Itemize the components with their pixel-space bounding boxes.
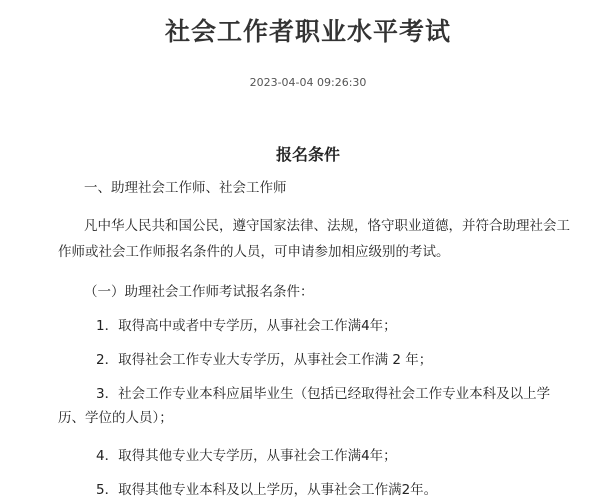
list-item: 3．社会工作专业本科应届毕业生（包括已经取得社会工作专业本科及以上学 [96,386,551,402]
sub1-heading: （一）助理社会工作师考试报名条件： [84,284,314,300]
list-item: 4．取得其他专业大专学历，从事社会工作满4年； [96,448,397,464]
intro-line-1: 凡中华人民共和国公民，遵守国家法律、法规，恪守职业道德，并符合助理社会工 [84,218,570,234]
list-item-continuation: 历、学位的人员）； [58,410,173,426]
section-heading: 报名条件 [275,145,340,164]
publish-timestamp: 2023-04-04 09:26:30 [249,76,367,89]
part1-heading: 一、助理社会工作师、社会工作师 [84,180,287,196]
list-item: 5．取得其他专业本科及以上学历，从事社会工作满2年。 [96,482,438,498]
intro-line-2: 作师或社会工作师报名条件的人员，可申请参加相应级别的考试。 [58,244,450,260]
list-item: 1．取得高中或者中专学历，从事社会工作满4年； [96,318,397,334]
list-item: 2．取得社会工作专业大专学历，从事社会工作满 2 年； [96,352,433,368]
page-title: 社会工作者职业水平考试 [164,17,451,46]
